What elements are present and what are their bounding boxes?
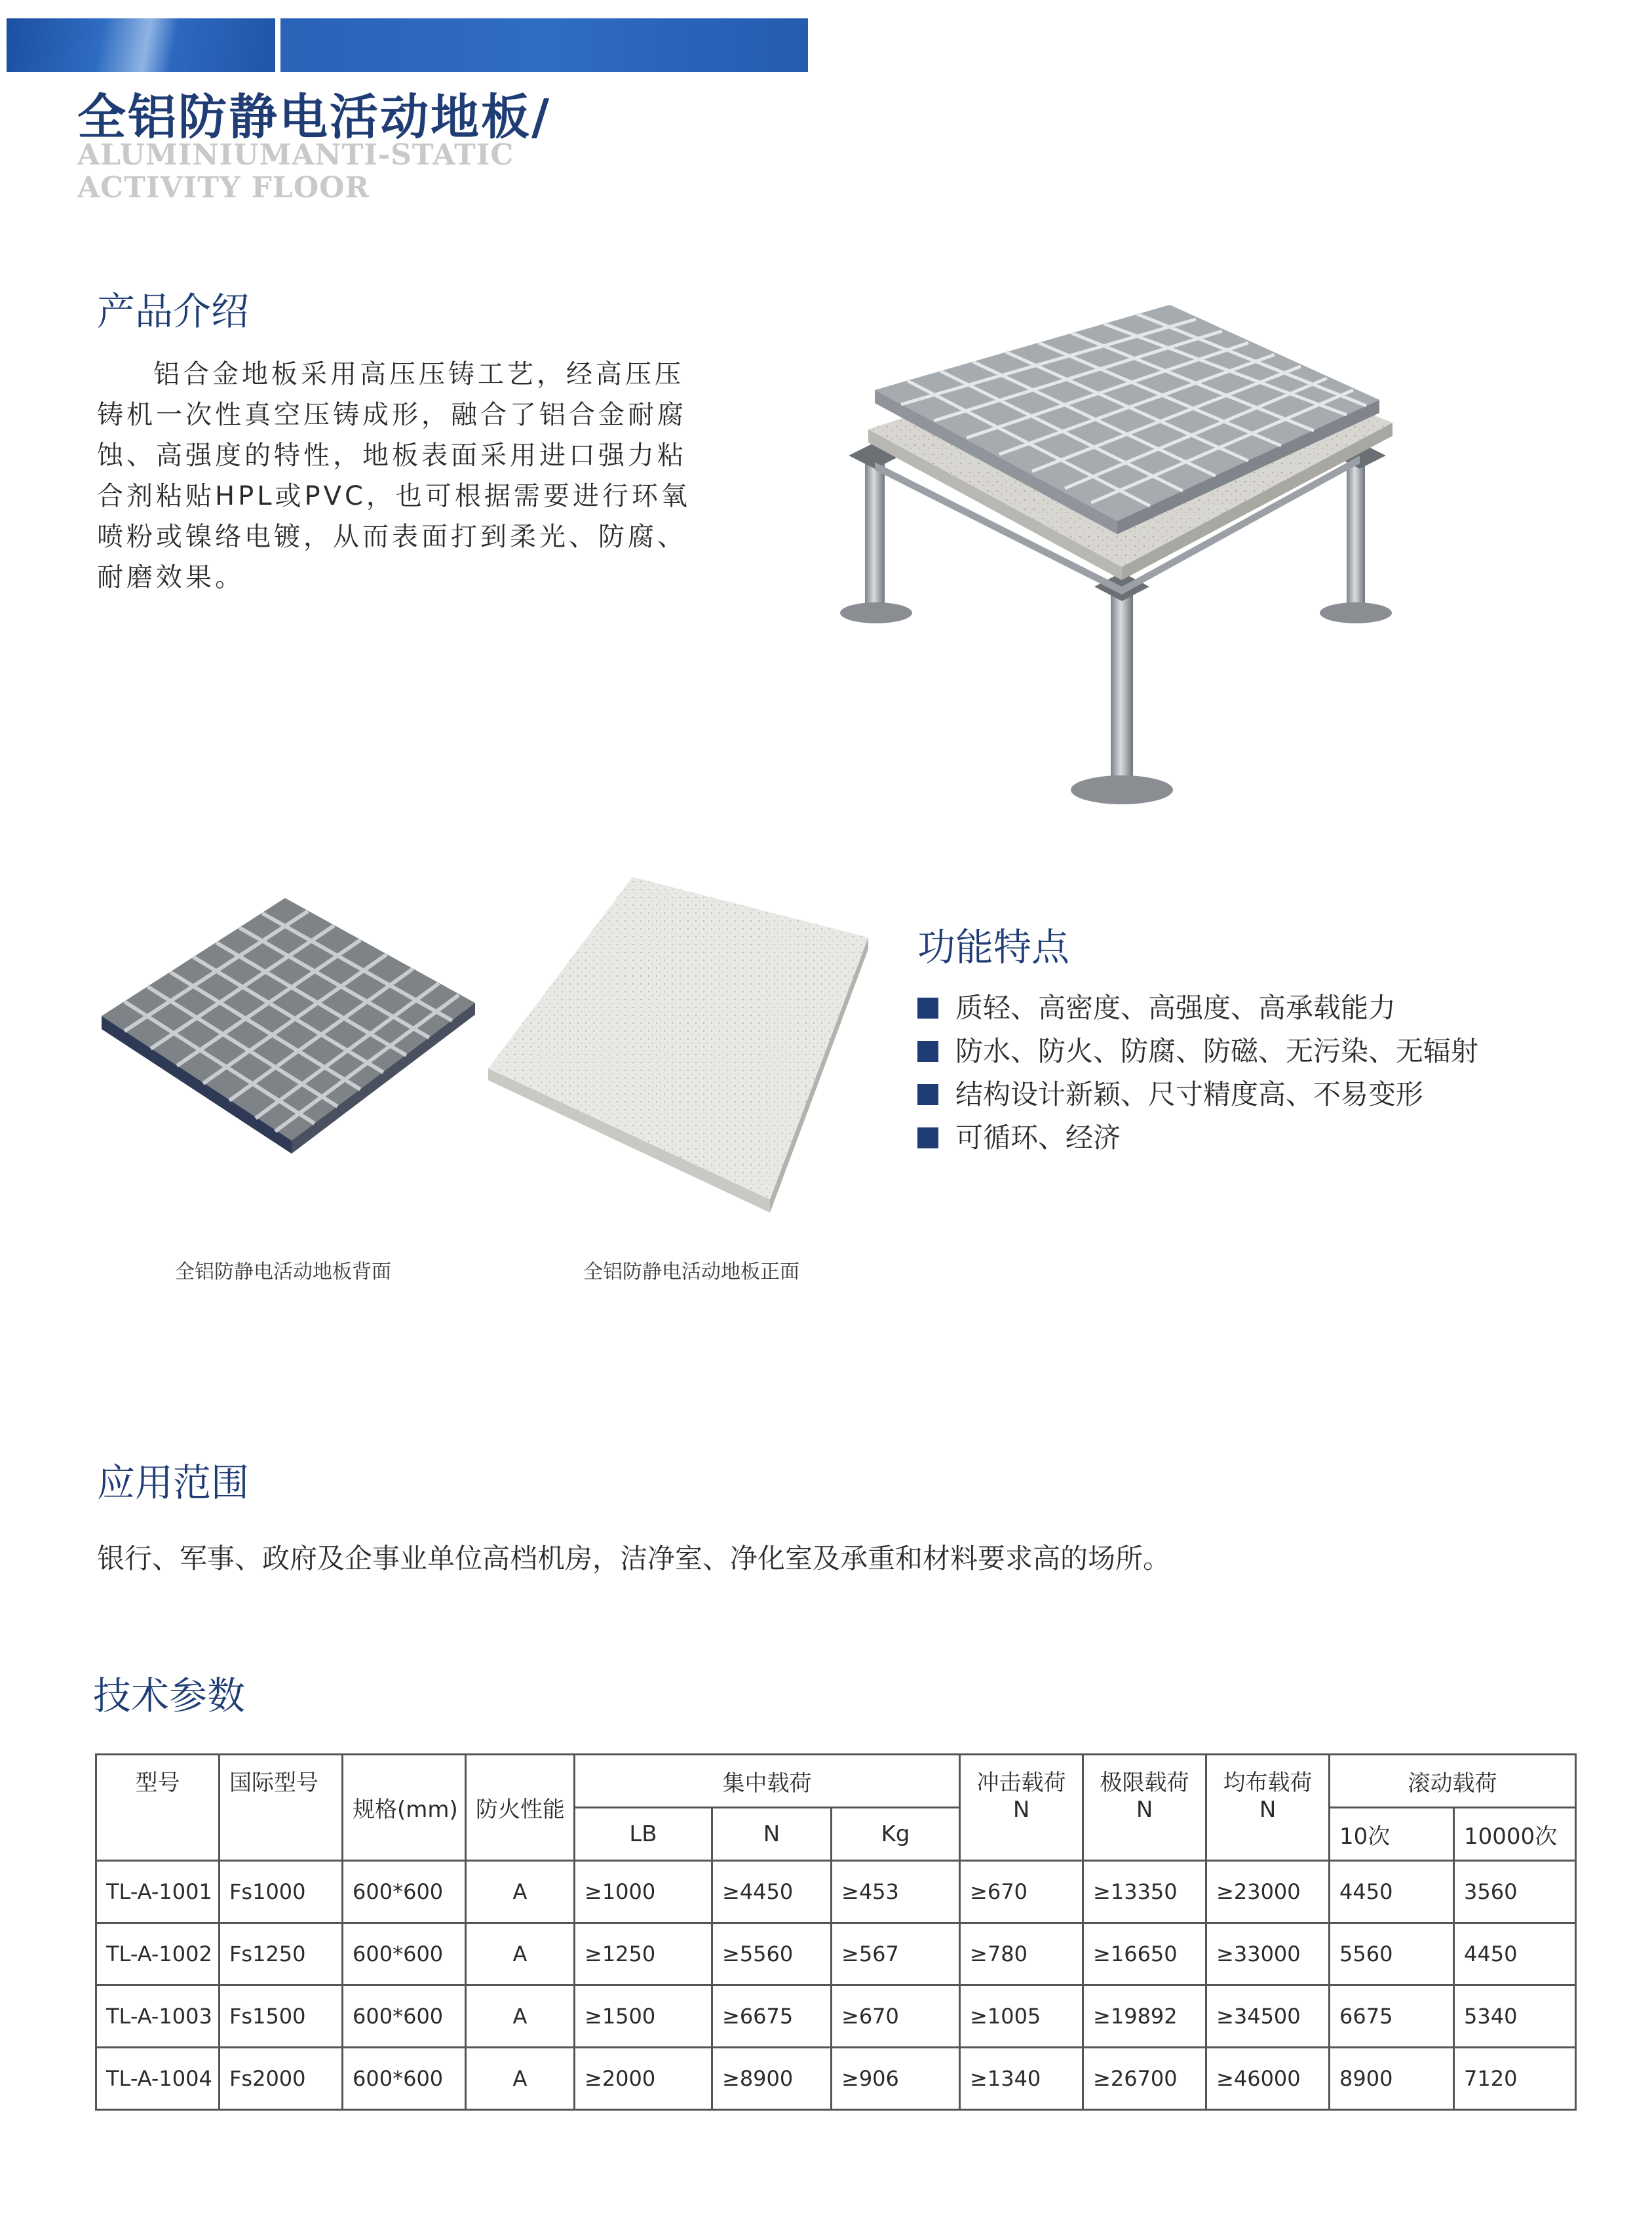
intro-text: 铝合金地板采用高压压铸工艺，经高压压铸机一次性真空压铸成形，融合了铝合金耐腐蚀、高强度的特性，地板表面采用进口强力粘合剂粘贴HPL或PVC，也可根据需要进行环氧喷粉或镍络电镀，从而表面打到柔光、防腐、耐磨效果。 (97, 359, 691, 593)
floor-front-image (482, 872, 875, 1239)
list-item: 可循环、经济 (917, 1116, 1478, 1160)
table-row: TL-A-1004 Fs2000 600*600 A ≥2000 ≥8900 ≥906 ≥1340 ≥26700 ≥46000 8900 7120 (96, 2048, 1576, 2110)
header-fire: 防火性能 (466, 1755, 575, 1861)
square-bullet-icon (917, 998, 938, 1019)
table-row: TL-A-1001 Fs1000 600*600 A ≥1000 ≥4450 ≥453 ≥670 ≥13350 ≥23000 4450 3560 (96, 1861, 1576, 1923)
table-row: TL-A-1002 Fs1250 600*600 A ≥1250 ≥5560 ≥567 ≥780 ≥16650 ≥33000 5560 4450 (96, 1923, 1576, 1985)
table-header-row (96, 1755, 1576, 1808)
header-impact: 冲击载荷 N (960, 1755, 1083, 1861)
list-item: 防水、防火、防腐、防磁、无污染、无辐射 (917, 1030, 1478, 1073)
table-row: TL-A-1003 Fs1500 600*600 A ≥1500 ≥6675 ≥670 ≥1005 ≥19892 ≥34500 6675 5340 (96, 1985, 1576, 2048)
floor-back-image (95, 878, 482, 1232)
scope-text: 银行、军事、政府及企事业单位高档机房，洁净室、净化室及承重和材料要求高的场所。 (97, 1542, 1171, 1574)
spec-table (95, 1753, 1577, 2111)
page-subtitle-en: ALUMINIUMANTI-STATIC ACTIVITY FLOOR (77, 138, 514, 205)
square-bullet-icon (917, 1127, 938, 1148)
header-rolling: 滚动载荷 (1330, 1755, 1576, 1808)
header-10000-times: 10000次 (1454, 1808, 1576, 1861)
list-item: 质轻、高密度、高强度、高承载能力 (917, 986, 1478, 1030)
params-heading: 技术参数 (93, 1673, 246, 1718)
header-n: N (712, 1808, 832, 1861)
header-concentrated: 集中载荷 (575, 1755, 960, 1808)
square-bullet-icon (917, 1041, 938, 1062)
header-bar-left (7, 18, 275, 72)
header-spec: 规格(mm) (343, 1755, 466, 1861)
header-lb: LB (575, 1808, 712, 1861)
header-ultimate: 极限载荷 N (1083, 1755, 1206, 1861)
page-title: 全铝防静电活动地板/ (77, 89, 552, 146)
header-uniform: 均布载荷 N (1206, 1755, 1330, 1861)
header-kg: Kg (832, 1808, 960, 1861)
list-item: 结构设计新颖、尺寸精度高、不易变形 (917, 1073, 1478, 1116)
scope-heading: 应用范围 (97, 1460, 250, 1505)
square-bullet-icon (917, 1084, 938, 1105)
front-image-caption: 全铝防静电活动地板正面 (583, 1260, 799, 1283)
header-10-times: 10次 (1330, 1808, 1454, 1861)
raised-floor-assembly-image (803, 259, 1465, 823)
header-bar-right (280, 18, 808, 72)
features-heading: 功能特点 (917, 925, 1070, 969)
header-model: 型号 (96, 1755, 220, 1861)
features-list (917, 986, 1478, 1160)
header-intl-model: 国际型号 (220, 1755, 343, 1861)
intro-heading: 产品介绍 (97, 289, 250, 334)
back-image-caption: 全铝防静电活动地板背面 (175, 1260, 391, 1283)
